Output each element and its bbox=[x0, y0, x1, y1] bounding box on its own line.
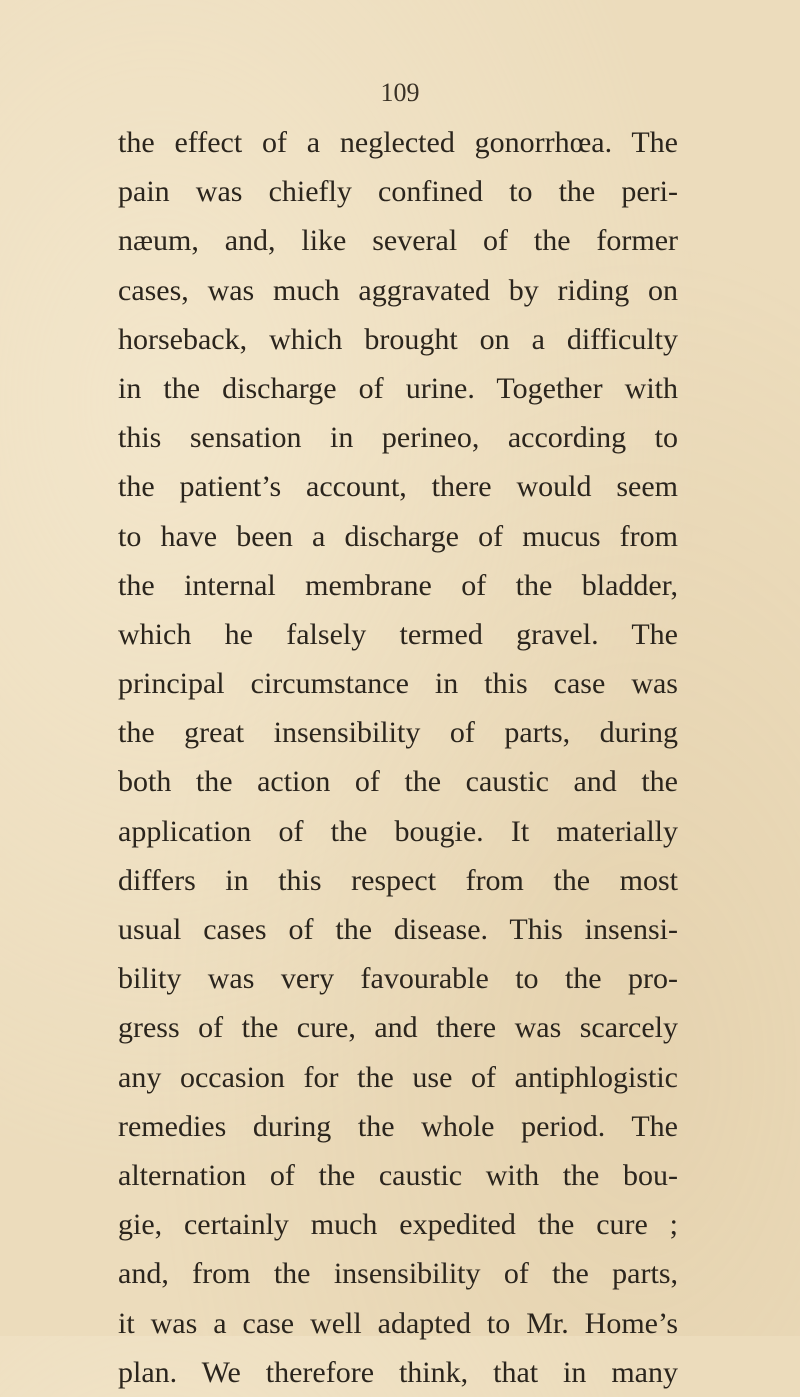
text-line: næum, and, like several of the former bbox=[118, 224, 678, 258]
text-line: the patient’s account, there would seem bbox=[118, 470, 678, 504]
text-line: cases, was much aggravated by riding on bbox=[118, 273, 678, 307]
text-line: application of the bougie. It materially bbox=[118, 814, 678, 848]
text-line: both the action of the caustic and the bbox=[118, 765, 678, 799]
text-line: principal circumstance in this case was bbox=[118, 667, 678, 701]
text-line: horseback, which brought on a difficulty bbox=[118, 322, 678, 356]
text-line: gress of the cure, and there was scarcely bbox=[118, 1011, 678, 1045]
text-line: to have been a discharge of mucus from bbox=[118, 519, 678, 553]
text-line: which he falsely termed gravel. The bbox=[118, 617, 678, 651]
text-line: plan. We therefore think, that in many bbox=[118, 1355, 678, 1389]
text-line: it was a case well adapted to Mr. Home’s bbox=[118, 1306, 678, 1340]
text-line: alternation of the caustic with the bou- bbox=[118, 1158, 678, 1192]
text-line: the great insensibility of parts, during bbox=[118, 716, 678, 750]
text-line: any occasion for the use of antiphlogistic bbox=[118, 1060, 678, 1094]
text-line: differs in this respect from the most bbox=[118, 863, 678, 897]
text-line: bility was very favourable to the pro- bbox=[118, 962, 678, 996]
text-line: the internal membrane of the bladder, bbox=[118, 568, 678, 602]
text-line: pain was chiefly confined to the peri- bbox=[118, 175, 678, 209]
page-number: 109 bbox=[380, 78, 420, 107]
body-text bbox=[118, 118, 678, 1397]
text-line: this sensation in perineo, according to bbox=[118, 421, 678, 455]
text-line: remedies during the whole period. The bbox=[118, 1109, 678, 1143]
text-line: in the discharge of urine. Together with bbox=[118, 371, 678, 405]
text-line: usual cases of the disease. This insensi- bbox=[118, 913, 678, 946]
text-line: gie, certainly much expedited the cure ; bbox=[118, 1208, 678, 1242]
text-line: the effect of a neglected gonorrhœa. The bbox=[118, 126, 678, 159]
text-line: and, from the insensibility of the parts, bbox=[118, 1257, 678, 1291]
